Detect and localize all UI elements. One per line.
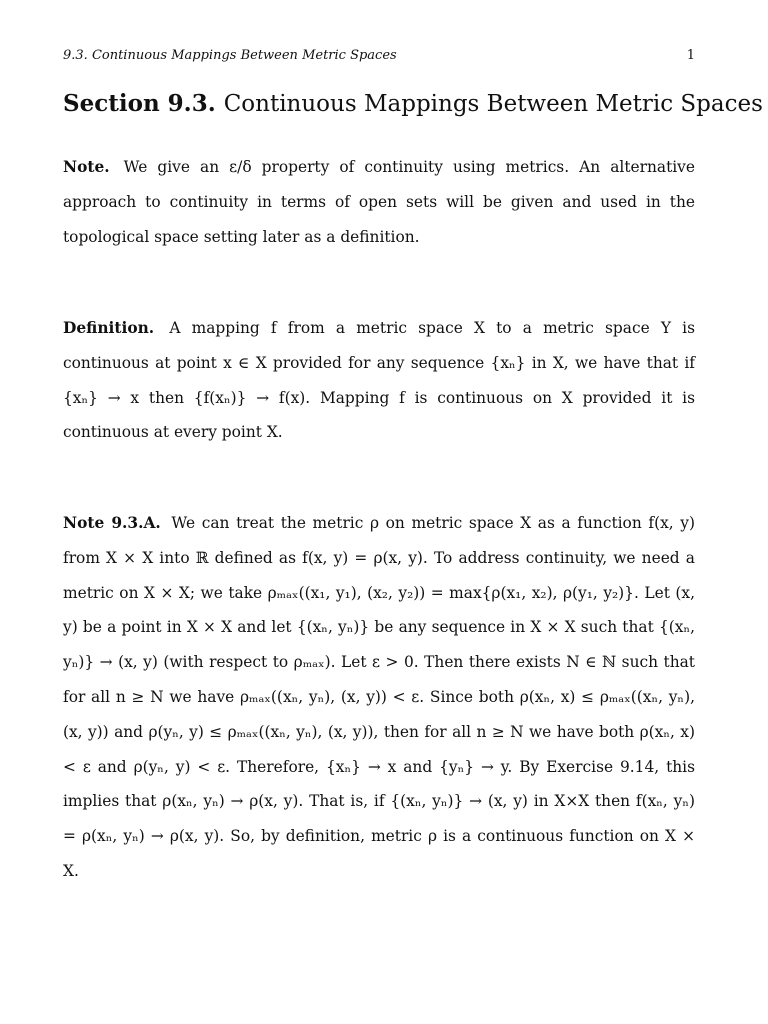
definition-lead: Definition.: [63, 319, 155, 337]
section-title: Continuous Mappings Between Metric Spaces: [223, 91, 763, 117]
definition-text: A mapping f from a metric space X to a metric space Y is continuous at point x ∈ X provided for any sequence {xₙ} in X, we have that if {xₙ} → x then {f(xₙ)} → f(x). Mapping f is continuous on X provided it is continuous at every point X.: [63, 319, 695, 442]
note-text: We give an ε/δ property of continuity using metrics. An alternative approach to continuity in terms of open sets will be given and used in the topological space setting later as a definition.: [63, 158, 695, 246]
note-lead: Note.: [63, 158, 110, 176]
definition-paragraph: [63, 311, 695, 450]
note-9-3-a-paragraph: [63, 506, 695, 889]
note-9-3-a-text: We can treat the metric ρ on metric space X as a function f(x, y) from X × X into ℝ defined as f(x, y) = ρ(x, y). To address continuity, we need a metric on X × X; we take ρₘₐₓ((x₁, y₁), (x₂, y₂)) = max{ρ(x₁, x₂), ρ(y₁, y₂)}. Let (x, y) be a point in X × X and let {(xₙ, yₙ)} be any sequence in X × X such that {(xₙ, yₙ)} → (x, y) (with respect to ρₘₐₓ). Let ε > 0. Then there exists N ∈ ℕ such that for all n ≥ N we have ρₘₐₓ((xₙ, yₙ), (x, y)) < ε. Since both ρ(xₙ, x) ≤ ρₘₐₓ((xₙ, yₙ), (x, y)) and ρ(yₙ, y) ≤ ρₘₐₓ((xₙ, yₙ), (x, y)), then for all n ≥ N we have both ρ(xₙ, x) < ε and ρ(yₙ, y) < ε. Therefore, {xₙ} → x and {yₙ} → y. By Exercise 9.14, this implies that ρ(xₙ, yₙ) → ρ(x, y). That is, if {(xₙ, yₙ)} → (x, y) in X×X then f(xₙ, yₙ) = ρ(xₙ, yₙ) → ρ(x, y). So, by definition, metric ρ is a continuous function on X × X.: [63, 514, 695, 880]
note-paragraph: [63, 150, 695, 254]
section-label: Section 9.3.: [63, 90, 216, 117]
page-number: 1: [686, 48, 695, 63]
running-title: 9.3. Continuous Mappings Between Metric Spaces: [63, 48, 397, 63]
running-header: [63, 48, 695, 63]
section-heading: [63, 88, 763, 120]
note-9-3-a-lead: Note 9.3.A.: [63, 514, 161, 532]
